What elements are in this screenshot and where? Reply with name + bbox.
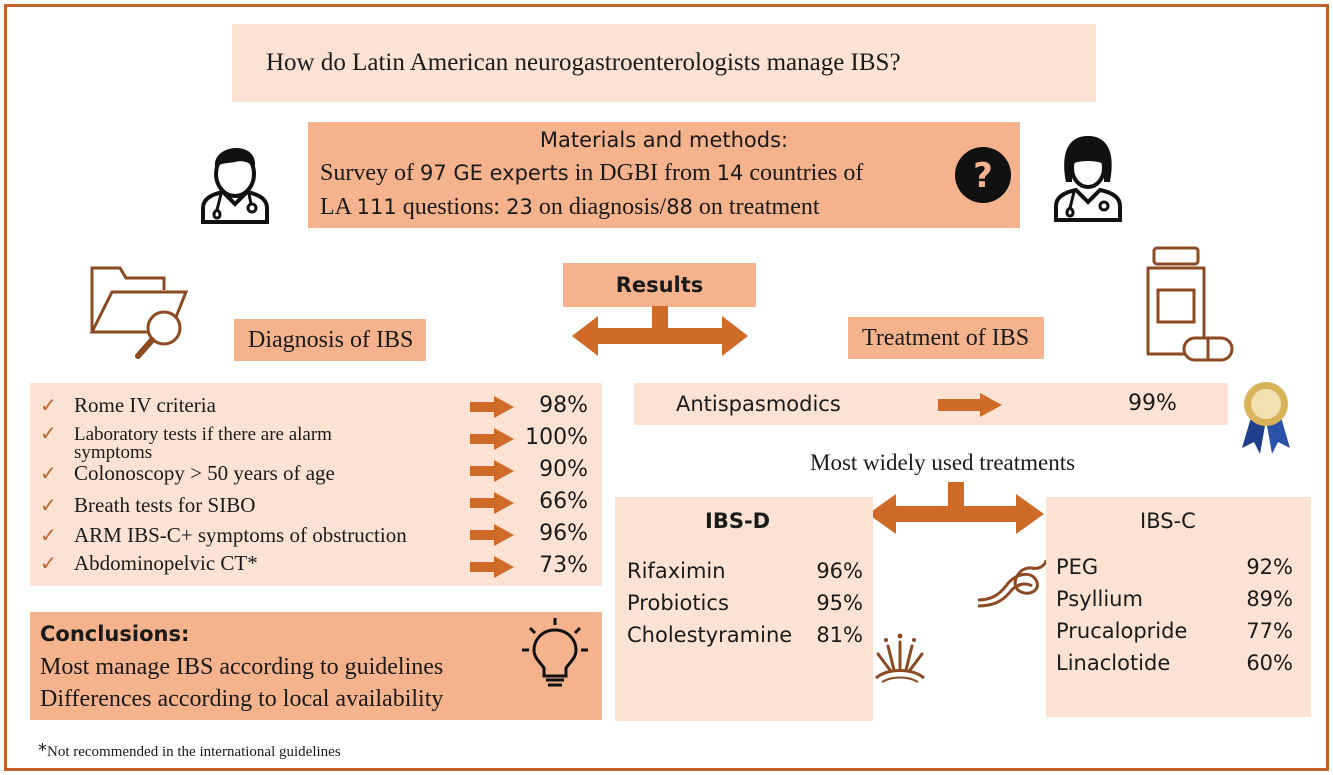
methods-line-1: [320, 160, 863, 187]
antispasmodics-arrow: [938, 391, 1004, 419]
methods-text-run: 88: [666, 195, 693, 219]
methods-heading: Materials and methods:: [539, 128, 789, 152]
diagnosis-item-label: Colonoscopy > 50 years of age: [74, 461, 335, 485]
drug-name: Linaclotide: [1056, 651, 1171, 675]
methods-text-run: 111: [356, 195, 397, 219]
conclusions-heading: Conclusions:: [40, 622, 190, 646]
diagnosis-arrow: [470, 428, 514, 450]
diagnosis-item: [40, 421, 332, 464]
drug-name: Rifaximin: [627, 559, 726, 583]
checkmark-icon: ✓: [40, 463, 57, 485]
treatments-split-arrow: [866, 482, 1046, 534]
diagnosis-item-label-cont: symptoms: [74, 442, 153, 463]
antispasmodics-label: Antispasmodics: [676, 392, 841, 416]
diagnosis-item: [40, 523, 407, 548]
methods-text-run: on diagnosis/: [532, 194, 667, 220]
most-used-label: Most widely used treatments: [810, 450, 1076, 475]
diagnosis-item-value: 66%: [539, 489, 588, 514]
checkmark-icon: ✓: [40, 495, 57, 517]
ibs-d-heading: IBS-D: [705, 509, 771, 533]
footnote-star: *: [38, 740, 47, 761]
results-label: Results: [563, 263, 756, 307]
treatment-label: Treatment of IBS: [848, 317, 1044, 359]
diagnosis-arrow: [470, 396, 514, 418]
knot-icon: [976, 556, 1048, 612]
diagnosis-item-value: 73%: [539, 553, 588, 578]
methods-text-run: 97 GE experts: [419, 161, 569, 185]
checkmark-icon: ✓: [40, 395, 57, 417]
diagnosis-arrow: [470, 492, 514, 514]
methods-text-run: 14: [716, 161, 744, 185]
drug-name: Cholestyramine: [627, 623, 793, 647]
diagnosis-item: [40, 493, 255, 518]
diagnosis-arrow: [470, 556, 514, 578]
title-box: [232, 24, 1096, 102]
antispasmodics-value: 99%: [1128, 391, 1177, 416]
diagnosis-item-label: Breath tests for SIBO: [74, 493, 256, 517]
diagnosis-item-label: Laboratory tests if there are alarm: [74, 424, 332, 445]
drug-value: 77%: [1246, 619, 1293, 643]
methods-text-run: Survey of: [320, 160, 420, 186]
drug-value: 92%: [1246, 555, 1293, 579]
conclusions-line-1: Most manage IBS according to guidelines: [40, 654, 444, 680]
footnote: [38, 740, 341, 761]
methods-text-run: 23: [506, 195, 533, 219]
checkmark-icon: ✓: [40, 423, 57, 445]
methods-box: [308, 122, 1020, 228]
drug-name: Psyllium: [1056, 587, 1143, 611]
male-doctor-icon: [195, 132, 275, 224]
award-ribbon-icon: [1238, 380, 1294, 456]
drug-value: 96%: [816, 559, 863, 583]
diagnosis-item: [40, 393, 216, 418]
diagnosis-item-label: Abdominopelvic CT*: [74, 551, 258, 575]
methods-text-run: on treatment: [692, 194, 820, 220]
conclusions-box: [30, 612, 602, 720]
diagnosis-item: [40, 461, 335, 486]
ibs-c-heading: IBS-C: [1140, 509, 1196, 533]
lightbulb-icon: [520, 616, 590, 692]
antispasmodics-row: [634, 383, 1228, 425]
svg-text:?: ?: [973, 156, 993, 196]
methods-text-run: countries of: [743, 160, 864, 186]
drug-name: PEG: [1056, 555, 1099, 579]
diagnosis-item-value: 100%: [525, 425, 588, 450]
diagnosis-item-value: 98%: [539, 393, 588, 418]
splash-icon: [868, 628, 932, 684]
diagnosis-item: [40, 551, 258, 576]
drug-name: Prucalopride: [1056, 619, 1188, 643]
drug-name: Probiotics: [627, 591, 729, 615]
results-split-arrow: [570, 306, 750, 358]
drug-value: 81%: [816, 623, 863, 647]
methods-line-2: [320, 194, 820, 221]
methods-text-run: questions:: [396, 194, 507, 220]
female-doctor-icon: [1050, 130, 1126, 222]
diagnosis-item-label: ARM IBS-C+ symptoms of obstruction: [74, 523, 407, 547]
diagnosis-item-value: 90%: [539, 457, 588, 482]
drug-value: 89%: [1246, 587, 1293, 611]
checkmark-icon: ✓: [40, 525, 57, 547]
ibs-d-box: [615, 497, 873, 721]
conclusions-line-2: Differences according to local availability: [40, 686, 444, 712]
diagnosis-arrow: [470, 460, 514, 482]
ibs-c-box: [1046, 497, 1311, 717]
folder-search-icon: [86, 262, 192, 362]
question-icon: [954, 146, 1012, 204]
footnote-text: Not recommended in the international guidelines: [47, 744, 341, 760]
drug-value: 60%: [1246, 651, 1293, 675]
methods-text-run: LA: [320, 194, 357, 220]
checkmark-icon: ✓: [40, 553, 57, 575]
pill-bottle-icon: [1140, 244, 1236, 366]
diagnosis-item-label: Rome IV criteria: [74, 393, 216, 417]
drug-value: 95%: [816, 591, 863, 615]
methods-text-run: in DGBI from: [568, 160, 717, 186]
page-title: How do Latin American neurogastroenterologists manage IBS?: [266, 49, 901, 76]
diagnosis-arrow: [470, 524, 514, 546]
diagnosis-item-value: 96%: [539, 521, 588, 546]
diagnosis-label: Diagnosis of IBS: [234, 319, 426, 361]
diagnosis-list: [30, 383, 602, 586]
